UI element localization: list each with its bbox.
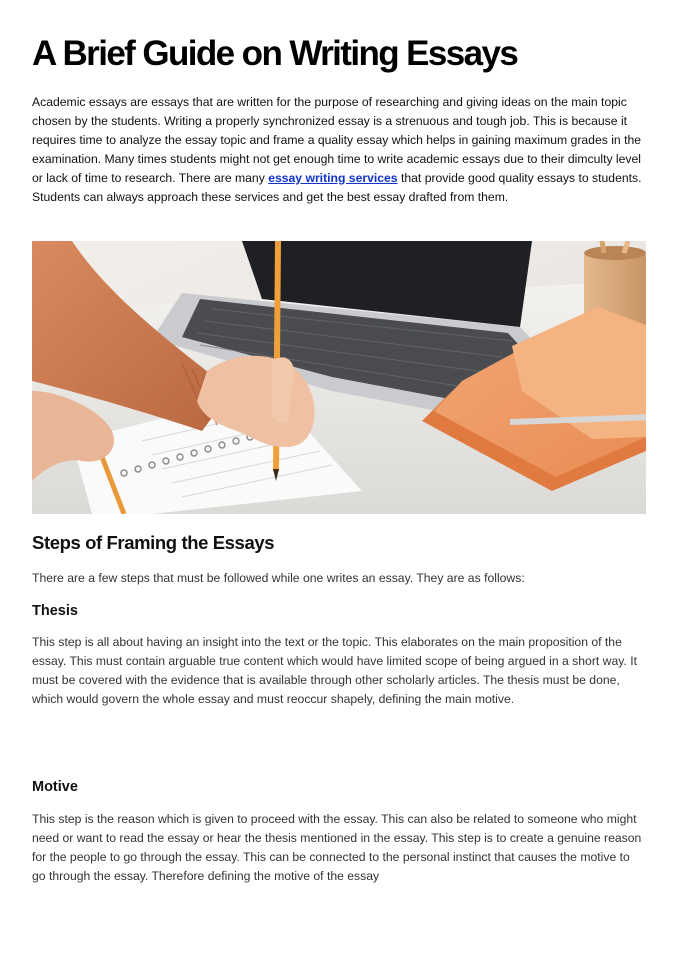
steps-heading: Steps of Framing the Essays: [32, 532, 275, 553]
thesis-heading: Thesis: [32, 603, 78, 619]
hero-photo-writing-desk: [32, 241, 646, 514]
motive-heading: Motive: [32, 779, 78, 795]
motive-paragraph: This step is the reason which is given to proceed with the essay. This can also be related to someone who might need or want to read the essay or hear the thesis mentioned in the essay. This step is to create a genuine reason for the people to go through the essay. This can be connected to the personal instinct that causes the motive to go through the essay. Therefore defining the motive of the essay: [32, 812, 642, 883]
intro-text-before-link: Academic essays are essays that are written for the purpose of researching and giving ideas on the main topic chosen by the students. Writing a properly synchronized essay is a strenuous and tough job. This is because it requires time to analyze the essay topic and frame a quality essay which helps in gaining maximum grades in the examination. Many times students might not get enough time to write academic essays due to their dimculty level or lack of time to research. There are many: [32, 95, 642, 185]
thesis-paragraph: This step is all about having an insight into the text or the topic. This elaborates on the main proposition of the essay. This must contain arguable true content which would have limited scope of being argued in a short way. It must be covered with the evidence that is available through other scholarly articles. The thesis must be done, which would govern the whole essay and must reoccur shapely, defining the main motive.: [32, 635, 637, 706]
document-title: A Brief Guide on Writing Essays: [32, 34, 518, 73]
intro-paragraph: [32, 93, 646, 206]
intro-text-after-link: that provide good quality essays to students. Students can always approach these services and get the best essay drafted from them.: [32, 170, 642, 204]
steps-intro-text: There are a few steps that must be followed while one writes an essay. They are as follows:: [32, 571, 525, 585]
essay-writing-services-link[interactable]: essay writing services: [268, 170, 398, 185]
